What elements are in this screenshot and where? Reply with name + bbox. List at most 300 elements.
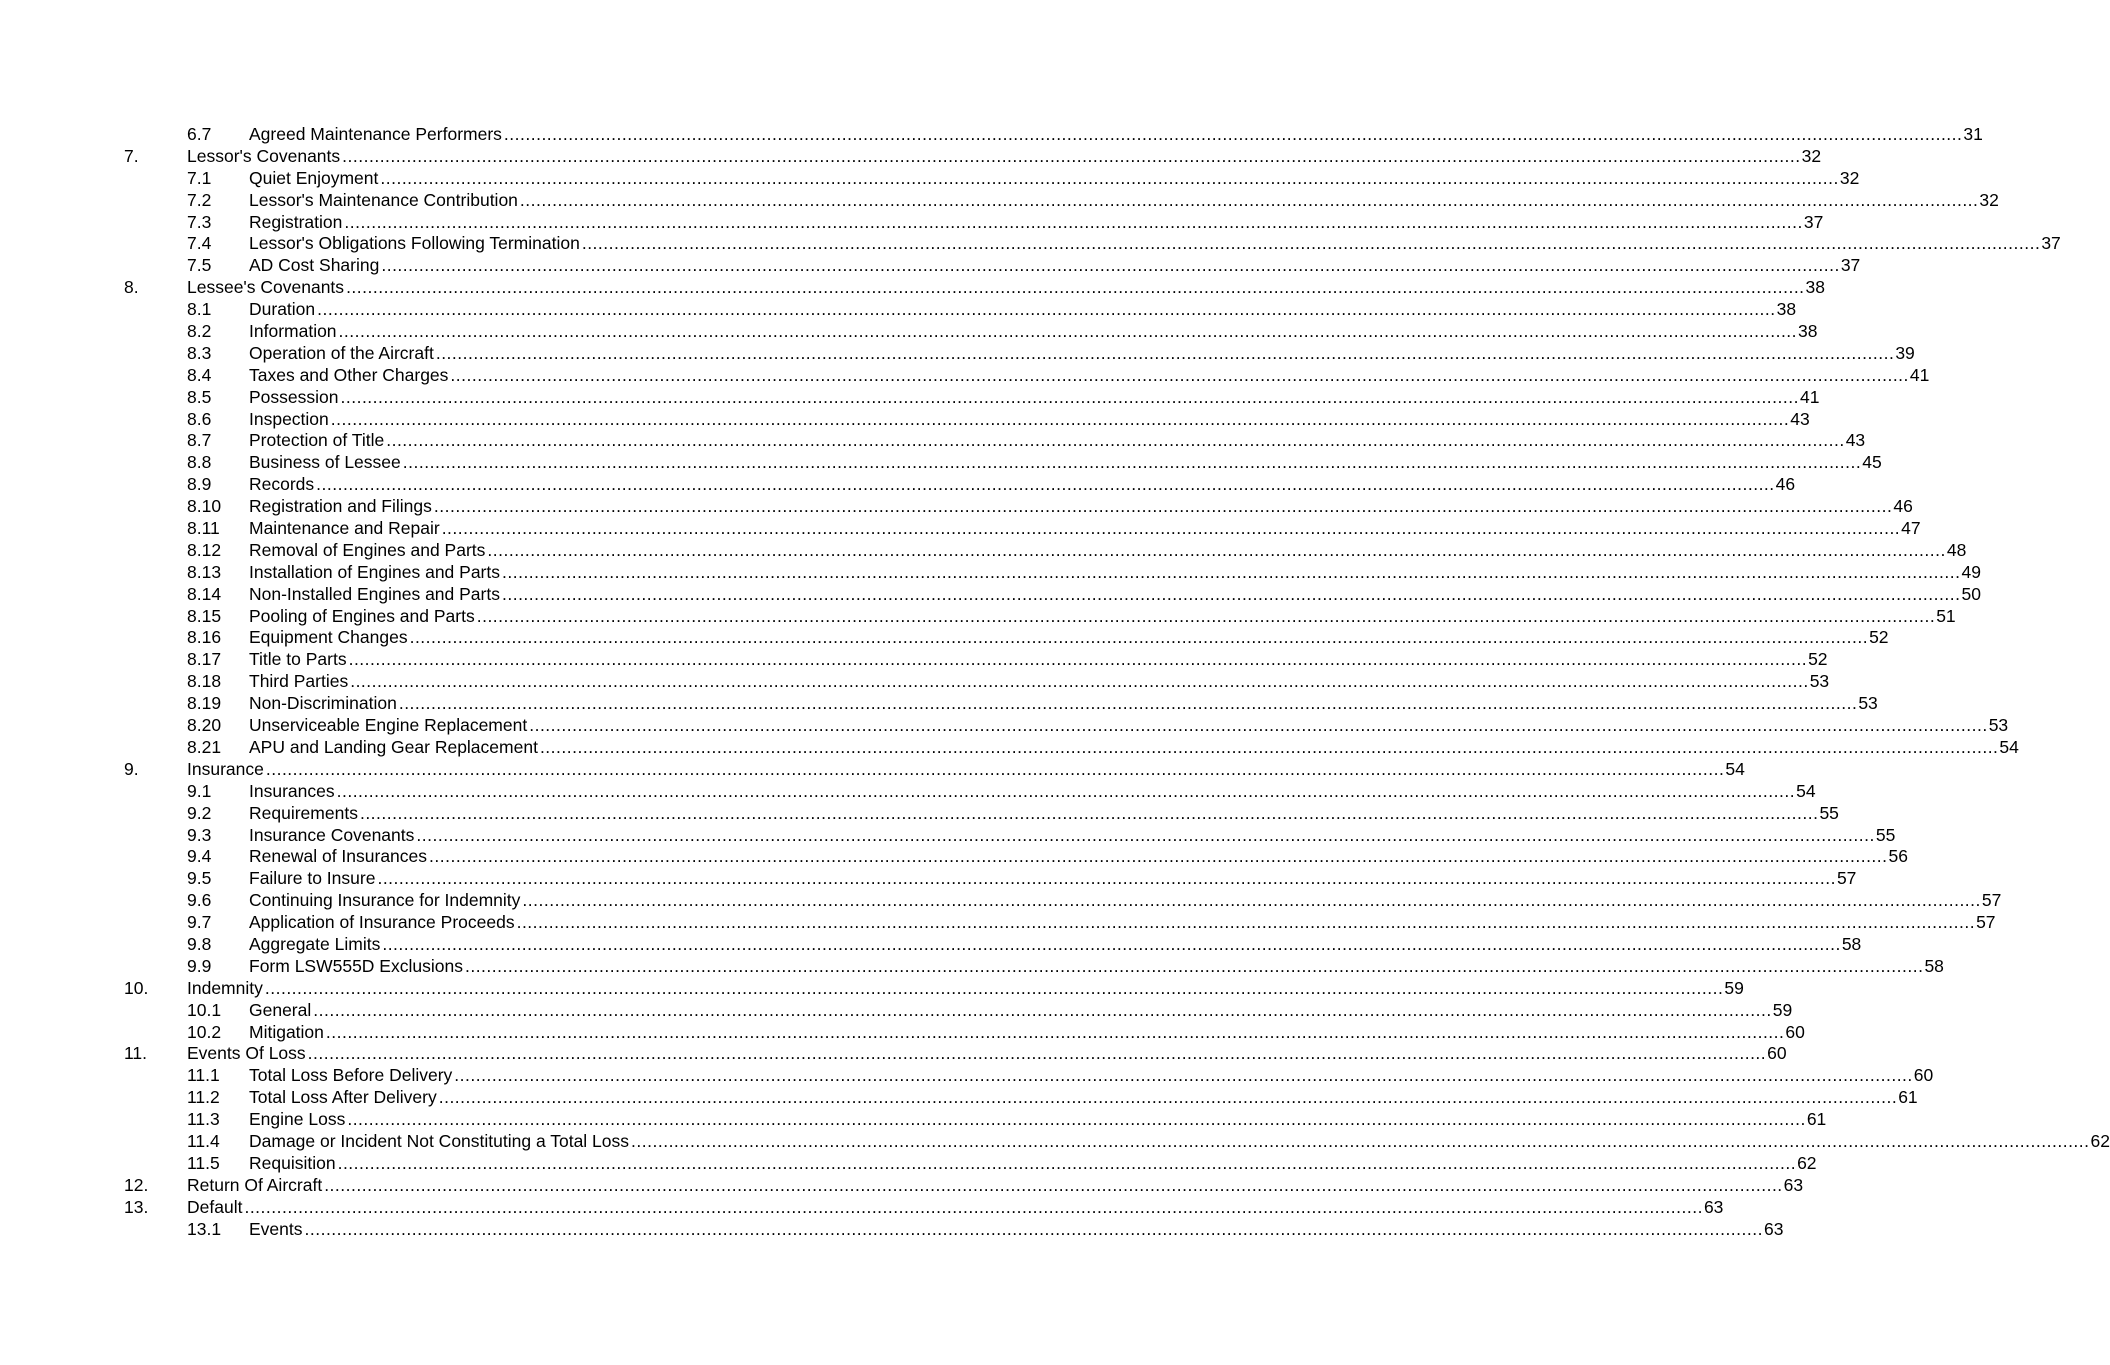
section-title: Taxes and Other Charges (249, 364, 449, 385)
page-number: 47 (1901, 518, 1921, 539)
toc-entry-body (249, 627, 1889, 649)
dot-leader: ................................................................................................................................................................................................................................................................................ (398, 693, 1858, 714)
toc-subsection-entry[interactable] (0, 627, 1889, 649)
toc-section-entry[interactable] (0, 977, 1744, 1000)
section-number: 11. (124, 1043, 148, 1064)
dot-leader: ................................................................................................................................................................................................................................................................................ (450, 364, 1909, 385)
section-number: 10. (124, 977, 149, 998)
dot-leader: ................................................................................................................................................................................................................................................................................ (529, 715, 1988, 736)
toc-entry-body (249, 124, 1983, 146)
section-title: Inspection (249, 408, 329, 429)
toc-subsection-entry[interactable] (0, 408, 1810, 431)
toc-entry-body (249, 518, 1921, 540)
toc-entry-body (249, 539, 1967, 562)
section-number: 8.9 (187, 474, 212, 495)
page-number: 62 (2090, 1130, 2110, 1151)
page-number: 53 (1858, 693, 1878, 714)
dot-leader: ................................................................................................................................................................................................................................................................................ (347, 1109, 1806, 1130)
page-number: 56 (1888, 846, 1908, 867)
toc-subsection-entry[interactable] (0, 342, 1915, 365)
toc-subsection-entry[interactable] (0, 167, 1860, 190)
section-title: Third Parties (249, 671, 349, 692)
dot-leader: ................................................................................................................................................................................................................................................................................ (316, 474, 1775, 495)
toc-section-entry[interactable] (0, 277, 1826, 299)
section-number: 11.3 (187, 1109, 220, 1130)
dot-leader: ................................................................................................................................................................................................................................................................................ (313, 999, 1772, 1020)
section-number: 8.11 (187, 518, 220, 539)
page-number: 38 (1776, 299, 1797, 320)
toc-subsection-entry[interactable] (0, 955, 1944, 978)
page-number: 31 (1963, 124, 1983, 144)
section-title: Removal of Engines and Parts (249, 539, 486, 560)
toc-section-entry[interactable] (0, 758, 1745, 781)
toc-entry-body (249, 299, 1797, 321)
section-number: 13. (124, 1196, 149, 1217)
toc-entry-body (249, 649, 1828, 671)
section-number: 7.1 (187, 167, 212, 188)
section-number: 8.15 (187, 605, 222, 626)
page-number: 46 (1775, 474, 1796, 495)
dot-leader: ................................................................................................................................................................................................................................................................................ (502, 561, 1961, 582)
page-number: 58 (1841, 933, 1862, 954)
toc-entry-body (249, 1021, 1805, 1044)
toc-subsection-entry[interactable] (0, 693, 1878, 715)
page-number: 39 (1895, 342, 1915, 363)
toc-entry-body (249, 452, 1882, 474)
page-number: 46 (1893, 496, 1913, 517)
toc-entry-body (249, 802, 1839, 825)
section-title: Records (249, 474, 315, 495)
dot-leader: ................................................................................................................................................................................................................................................................................ (454, 1065, 1913, 1086)
dot-leader: ................................................................................................................................................................................................................................................................................ (386, 430, 1845, 451)
dot-leader: ................................................................................................................................................................................................................................................................................ (416, 824, 1875, 845)
toc-subsection-entry[interactable] (0, 430, 1866, 452)
section-number: 8.10 (187, 496, 222, 517)
page-number: 41 (1799, 386, 1820, 407)
toc-subsection-entry[interactable] (0, 452, 1882, 474)
section-title: Non-Discrimination (249, 693, 397, 714)
toc-subsection-entry[interactable] (0, 890, 2002, 912)
page-number: 54 (1796, 780, 1816, 801)
section-title: Non-Installed Engines and Parts (249, 583, 500, 604)
page-number: 37 (2041, 233, 2061, 254)
section-number: 8.16 (187, 627, 222, 648)
toc-entry-body (249, 255, 1861, 277)
toc-entry-body (249, 715, 2009, 737)
toc-subsection-entry[interactable] (0, 561, 1981, 584)
page-number: 45 (1862, 452, 1882, 473)
section-title: Requirements (249, 802, 358, 823)
page-number: 62 (1797, 1152, 1817, 1173)
page-number: 57 (1836, 868, 1857, 889)
section-title: Information (249, 321, 337, 342)
dot-leader: ................................................................................................................................................................................................................................................................................ (539, 736, 1999, 757)
toc-entry-body (249, 496, 1913, 518)
page-number: 55 (1875, 824, 1896, 845)
section-title: Lessee's Covenants (187, 277, 345, 298)
toc-entry-body (249, 671, 1830, 693)
section-title: Insurance Covenants (249, 824, 415, 845)
dot-leader: ................................................................................................................................................................................................................................................................................ (631, 1130, 2090, 1151)
section-number: 12. (124, 1174, 149, 1195)
section-title: Total Loss Before Delivery (249, 1065, 453, 1086)
toc-subsection-entry[interactable] (0, 364, 1930, 387)
section-number: 11.4 (187, 1130, 220, 1151)
section-title: Operation of the Aircraft (249, 342, 434, 363)
dot-leader: ................................................................................................................................................................................................................................................................................ (324, 1174, 1783, 1195)
page-number: 32 (1801, 145, 1822, 166)
dot-leader: ................................................................................................................................................................................................................................................................................ (516, 912, 1976, 933)
dot-leader: ................................................................................................................................................................................................................................................................................ (409, 627, 1869, 648)
toc-entry-body (249, 1065, 1934, 1087)
dot-leader: ................................................................................................................................................................................................................................................................................ (503, 124, 1963, 144)
toc-entry-body (249, 430, 1866, 452)
toc-subsection-entry[interactable] (0, 386, 1820, 409)
toc-entry-body (249, 167, 1860, 190)
dot-leader: ................................................................................................................................................................................................................................................................................ (581, 233, 2041, 254)
section-number: 10.1 (187, 999, 222, 1020)
toc-subsection-entry[interactable] (0, 518, 1921, 540)
page-number: 49 (1961, 561, 1981, 582)
toc-subsection-entry[interactable] (0, 846, 1908, 868)
toc-subsection-entry[interactable] (0, 211, 1824, 234)
section-number: 8.3 (187, 342, 212, 363)
dot-leader: ................................................................................................................................................................................................................................................................................ (501, 583, 1961, 604)
page-number: 53 (1988, 715, 2009, 736)
toc-subsection-entry[interactable] (0, 539, 1967, 562)
section-title: Registration (249, 211, 343, 232)
section-number: 8.8 (187, 452, 212, 473)
dot-leader: ................................................................................................................................................................................................................................................................................ (381, 255, 1840, 276)
toc-entry-body (249, 233, 2061, 255)
section-number: 8.14 (187, 583, 222, 604)
page-number: 63 (1783, 1174, 1804, 1195)
section-title: Engine Loss (249, 1109, 346, 1130)
page-number: 48 (1946, 539, 1967, 560)
section-title: Application of Insurance Proceeds (249, 912, 515, 933)
page-number: 63 (1703, 1196, 1724, 1217)
dot-leader: ................................................................................................................................................................................................................................................................................ (402, 452, 1862, 473)
section-title: Aggregate Limits (249, 933, 381, 954)
dot-leader: ................................................................................................................................................................................................................................................................................ (337, 1152, 1797, 1173)
section-title: Registration and Filings (249, 496, 432, 517)
toc-subsection-entry[interactable] (0, 649, 1828, 671)
section-number: 9.2 (187, 802, 212, 823)
section-number: 9.6 (187, 890, 212, 911)
toc-entry-body (249, 955, 1944, 978)
section-number: 8.13 (187, 561, 222, 582)
toc-entry-body (187, 1196, 1724, 1219)
section-title: Events Of Loss (187, 1043, 306, 1064)
toc-entry-body (249, 561, 1981, 584)
section-number: 9.1 (187, 780, 212, 801)
dot-leader: ................................................................................................................................................................................................................................................................................ (429, 846, 1888, 867)
section-number: 8.6 (187, 408, 212, 429)
toc-subsection-entry[interactable] (0, 1021, 1805, 1044)
dot-leader: ................................................................................................................................................................................................................................................................................ (244, 1196, 1703, 1217)
section-number: 9.5 (187, 868, 212, 889)
toc-entry-body (249, 1218, 1784, 1241)
dot-leader: ................................................................................................................................................................................................................................................................................ (359, 802, 1819, 823)
section-number: 8.19 (187, 693, 222, 714)
toc-entry-body (249, 321, 1818, 343)
toc-section-entry[interactable] (0, 1196, 1724, 1219)
page-number: 50 (1961, 583, 1981, 604)
dot-leader: ................................................................................................................................................................................................................................................................................ (304, 1218, 1763, 1239)
toc-entry-body (249, 890, 2002, 912)
toc-subsection-entry[interactable] (0, 496, 1913, 518)
toc-entry-body (187, 1174, 1804, 1197)
section-number: 8.1 (187, 299, 212, 320)
section-number: 6.7 (187, 124, 212, 144)
dot-leader: ................................................................................................................................................................................................................................................................................ (340, 386, 1799, 407)
dot-leader: ................................................................................................................................................................................................................................................................................ (344, 211, 1803, 232)
dot-leader: ................................................................................................................................................................................................................................................................................ (522, 890, 1981, 911)
section-title: Lessor's Obligations Following Termination (249, 233, 580, 254)
section-number: 9.3 (187, 824, 212, 845)
page-number: 57 (1981, 890, 2002, 911)
toc-subsection-entry[interactable] (0, 605, 1956, 628)
toc-section-entry[interactable] (0, 1043, 1787, 1065)
page-number: 53 (1809, 671, 1830, 692)
page-number: 60 (1767, 1043, 1787, 1064)
section-number: 8.7 (187, 430, 212, 451)
dot-leader: ................................................................................................................................................................................................................................................................................ (382, 933, 1841, 954)
dot-leader: ................................................................................................................................................................................................................................................................................ (338, 321, 1798, 342)
toc-subsection-entry[interactable] (0, 715, 2009, 737)
toc-subsection-entry[interactable] (0, 189, 1999, 212)
section-number: 10.2 (187, 1021, 222, 1042)
toc-subsection-entry[interactable] (0, 1130, 2110, 1153)
section-number: 8.21 (187, 736, 222, 757)
toc-subsection-entry[interactable] (0, 1152, 1817, 1175)
section-number: 9. (124, 758, 139, 779)
dot-leader: ................................................................................................................................................................................................................................................................................ (330, 408, 1790, 429)
toc-subsection-entry[interactable] (0, 583, 1981, 606)
section-title: Indemnity (187, 977, 263, 998)
dot-leader: ................................................................................................................................................................................................................................................................................ (264, 977, 1724, 998)
page-number: 32 (1839, 167, 1860, 188)
dot-leader: ................................................................................................................................................................................................................................................................................ (325, 1021, 1785, 1042)
toc-subsection-entry[interactable] (0, 780, 1816, 803)
page-number: 41 (1909, 364, 1930, 385)
section-title: Continuing Insurance for Indemnity (249, 890, 521, 911)
page-number: 61 (1806, 1109, 1827, 1130)
dot-leader: ................................................................................................................................................................................................................................................................................ (519, 189, 1979, 210)
dot-leader: ................................................................................................................................................................................................................................................................................ (265, 758, 1725, 779)
toc-entry-body (249, 999, 1793, 1022)
section-number: 8. (124, 277, 139, 298)
toc-subsection-entry[interactable] (0, 933, 1862, 956)
section-number: 8.20 (187, 715, 222, 736)
toc-section-entry[interactable] (0, 1174, 1804, 1197)
page-number: 52 (1869, 627, 1889, 648)
section-title: Return Of Aircraft (187, 1174, 323, 1195)
section-title: Pooling of Engines and Parts (249, 605, 475, 626)
dot-leader: ................................................................................................................................................................................................................................................................................ (350, 671, 1809, 692)
section-number: 7.3 (187, 211, 212, 232)
page-number: 63 (1763, 1218, 1784, 1239)
section-number: 8.2 (187, 321, 212, 342)
dot-leader: ................................................................................................................................................................................................................................................................................ (433, 496, 1893, 517)
section-title: Lessor's Covenants (187, 145, 341, 166)
page-number: 57 (1976, 912, 1996, 933)
section-title: AD Cost Sharing (249, 255, 380, 276)
section-number: 8.12 (187, 539, 222, 560)
toc-entry-body (249, 933, 1862, 956)
page-number: 58 (1924, 955, 1944, 976)
section-number: 9.7 (187, 912, 212, 933)
toc-entry-body (187, 977, 1744, 1000)
toc-subsection-entry[interactable] (0, 912, 1996, 934)
section-title: Unserviceable Engine Replacement (249, 715, 528, 736)
section-title: General (249, 999, 312, 1020)
toc-subsection-entry[interactable] (0, 824, 1896, 847)
section-title: Possession (249, 386, 339, 407)
table-of-contents (0, 124, 2110, 1240)
page-number: 38 (1798, 321, 1818, 342)
page-number: 32 (1979, 189, 1999, 210)
toc-subsection-entry[interactable] (0, 1065, 1934, 1087)
section-title: Equipment Changes (249, 627, 408, 648)
section-title: Requisition (249, 1152, 336, 1173)
toc-entry-body (249, 386, 1820, 409)
toc-entry-body (249, 868, 1857, 890)
dot-leader: ................................................................................................................................................................................................................................................................................ (476, 605, 1936, 626)
dot-leader: ................................................................................................................................................................................................................................................................................ (342, 145, 1801, 166)
section-title: Maintenance and Repair (249, 518, 440, 539)
section-number: 11.5 (187, 1152, 220, 1173)
page-number: 55 (1819, 802, 1839, 823)
dot-leader: ................................................................................................................................................................................................................................................................................ (307, 1043, 1767, 1064)
toc-entry-body (249, 780, 1816, 803)
toc-entry-body (187, 758, 1745, 781)
toc-entry-body (249, 583, 1981, 606)
toc-section-entry[interactable] (0, 145, 1822, 168)
section-title: APU and Landing Gear Replacement (249, 736, 538, 757)
toc-subsection-entry[interactable] (0, 868, 1857, 890)
section-number: 9.9 (187, 955, 212, 976)
toc-subsection-entry[interactable] (0, 1109, 1827, 1131)
page-number: 52 (1808, 649, 1828, 670)
toc-entry-body (249, 736, 2019, 759)
section-title: Quiet Enjoyment (249, 167, 379, 188)
section-number: 11.1 (187, 1065, 220, 1086)
section-title: Business of Lessee (249, 452, 401, 473)
page-number: 37 (1840, 255, 1861, 276)
section-title: Duration (249, 299, 316, 320)
toc-subsection-entry[interactable] (0, 999, 1793, 1022)
section-number: 8.4 (187, 364, 212, 385)
page-number: 60 (1913, 1065, 1934, 1086)
section-number: 13.1 (187, 1218, 222, 1239)
toc-entry-body (249, 342, 1915, 365)
toc-entry-body (249, 1130, 2110, 1153)
section-number: 7.5 (187, 255, 212, 276)
section-number: 8.17 (187, 649, 222, 670)
page-number: 61 (1898, 1087, 1918, 1108)
section-title: Mitigation (249, 1021, 324, 1042)
section-title: Renewal of Insurances (249, 846, 428, 867)
toc-subsection-entry[interactable] (0, 736, 2019, 759)
toc-entry-body (249, 1152, 1817, 1175)
section-title: Failure to Insure (249, 868, 376, 889)
section-title: Events (249, 1218, 303, 1239)
section-title: Installation of Engines and Parts (249, 561, 500, 582)
toc-entry-body (187, 145, 1822, 168)
section-number: 11.2 (187, 1087, 220, 1108)
dot-leader: ................................................................................................................................................................................................................................................................................ (348, 649, 1808, 670)
toc-subsection-entry[interactable] (0, 124, 1983, 146)
toc-subsection-entry[interactable] (0, 1218, 1784, 1241)
toc-entry-body (249, 605, 1956, 628)
section-number: 7.4 (187, 233, 212, 254)
toc-subsection-entry[interactable] (0, 1087, 1918, 1109)
toc-entry-body (249, 189, 1999, 212)
section-title: Title to Parts (249, 649, 347, 670)
section-number: 7. (124, 145, 139, 166)
toc-entry-body (249, 846, 1908, 868)
toc-entry-body (249, 824, 1896, 847)
toc-entry-body (249, 912, 1996, 934)
page-number: 54 (1999, 736, 2019, 757)
section-title: Insurances (249, 780, 335, 801)
toc-entry-body (187, 1043, 1787, 1065)
toc-subsection-entry[interactable] (0, 233, 2061, 255)
section-number: 8.5 (187, 386, 212, 407)
toc-subsection-entry[interactable] (0, 671, 1830, 693)
toc-entry-body (249, 474, 1796, 496)
toc-entry-body (187, 277, 1826, 299)
page-number: 54 (1725, 758, 1745, 779)
toc-subsection-entry[interactable] (0, 255, 1861, 277)
section-title: Total Loss After Delivery (249, 1087, 437, 1108)
section-title: Lessor's Maintenance Contribution (249, 189, 518, 210)
page-number: 38 (1805, 277, 1826, 298)
toc-subsection-entry[interactable] (0, 474, 1796, 496)
page-number: 51 (1936, 605, 1956, 626)
page-number: 59 (1772, 999, 1793, 1020)
dot-leader: ................................................................................................................................................................................................................................................................................ (464, 955, 1924, 976)
dot-leader: ................................................................................................................................................................................................................................................................................ (346, 277, 1805, 298)
section-title: Agreed Maintenance Performers (249, 124, 502, 144)
page-number: 43 (1845, 430, 1866, 451)
toc-subsection-entry[interactable] (0, 802, 1839, 825)
dot-leader: ................................................................................................................................................................................................................................................................................ (441, 518, 1901, 539)
section-title: Form LSW555D Exclusions (249, 955, 463, 976)
toc-entry-body (249, 408, 1810, 431)
section-number: 7.2 (187, 189, 212, 210)
dot-leader: ................................................................................................................................................................................................................................................................................ (380, 167, 1839, 188)
page-number: 59 (1724, 977, 1744, 998)
section-title: Protection of Title (249, 430, 385, 451)
section-number: 8.18 (187, 671, 222, 692)
toc-entry-body (249, 1109, 1827, 1131)
toc-entry-body (249, 211, 1824, 234)
section-title: Damage or Incident Not Constituting a Total Loss (249, 1130, 630, 1151)
section-title: Insurance (187, 758, 264, 779)
dot-leader: ................................................................................................................................................................................................................................................................................ (487, 539, 1946, 560)
page-number: 60 (1785, 1021, 1805, 1042)
dot-leader: ................................................................................................................................................................................................................................................................................ (377, 868, 1836, 889)
section-number: 9.4 (187, 846, 212, 867)
toc-entry-body (249, 1087, 1918, 1109)
section-title: Default (187, 1196, 243, 1217)
dot-leader: ................................................................................................................................................................................................................................................................................ (435, 342, 1895, 363)
toc-subsection-entry[interactable] (0, 321, 1818, 343)
toc-subsection-entry[interactable] (0, 299, 1797, 321)
dot-leader: ................................................................................................................................................................................................................................................................................ (336, 780, 1796, 801)
